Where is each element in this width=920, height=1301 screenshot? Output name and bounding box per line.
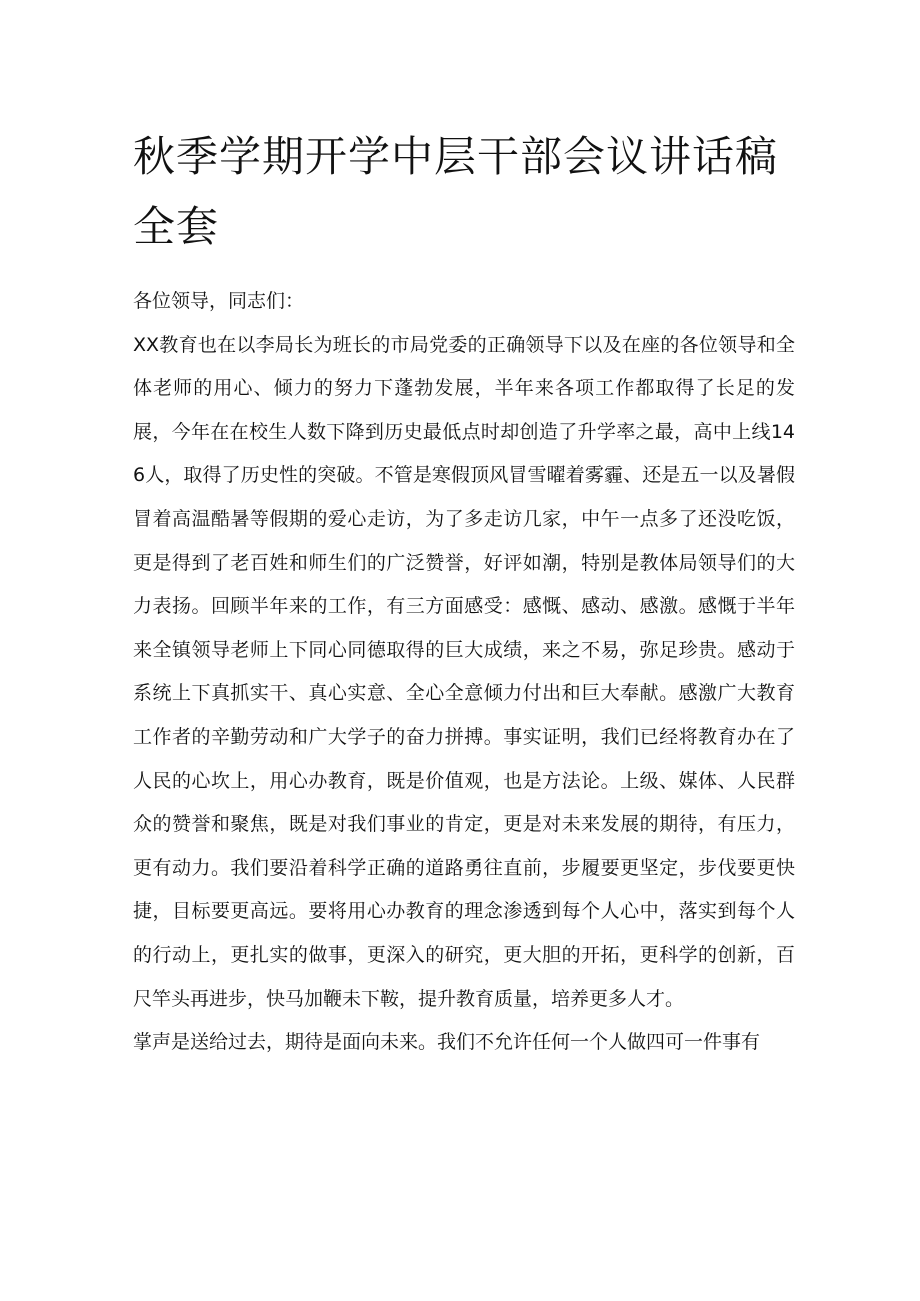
body-paragraph: XX教育也在以李局长为班长的市局党委的正确领导下以及在座的各位领导和全体老师的用心、倾力的努力下蓬勃发展，半年来各项工作都取得了长足的发展，今年在在校生人数下降到历史最低点时却创造了升学率之最，高中上线146人，取得了历史性的突破。不管是寒假顶风冒雪曜着雾霾、还是五一以及暑假冒着高温酷暑等假期的爱心走访，为了多走访几家，中午一点多了还没吃饭，更是得到了老百姓和师生们的广泛赞誉，好评如潮，特别是教体局领导们的大力表扬。回顾半年来的工作，有三方面感受：感慨、感动、感激。感慨于半年来全镇领导老师上下同心同德取得的巨大成绩，来之不易，弥足珍贵。感动于系统上下真抓实干、真心实意、全心全意倾力付出和巨大奉献。感激广大教育工作者的辛勤劳动和广大学子的奋力拼搏。事实证明，我们已经将教育办在了人民的心坎上，用心办教育，既是价值观，也是方法论。上级、媒体、人民群众的赞誉和聚焦，既是对我们事业的肯定，更是对未来发展的期待，有压力，更有动力。我们要沿着科学正确的道路勇往直前，步履要更坚定，步伐要更快捷，目标要更高远。要将用心办教育的理念渗透到每个人心中，落实到每个人的行动上，更扎实的做事，更深入的研究，更大胆的开拓，更科学的创新，百尺竿头再进步，快马加鞭未下鞍，提升教育质量，培养更多人才。 xyxy=(133,333,795,1010)
body-paragraph: 掌声是送给过去，期待是面向未来。我们不允许任何一个人做四可一件事有 xyxy=(133,1031,761,1054)
document-body xyxy=(133,280,795,1065)
document-title: 秋季学期开学中层干部会议讲话稿全套 xyxy=(133,132,779,251)
salutation: 各位领导，同志们： xyxy=(133,290,305,312)
